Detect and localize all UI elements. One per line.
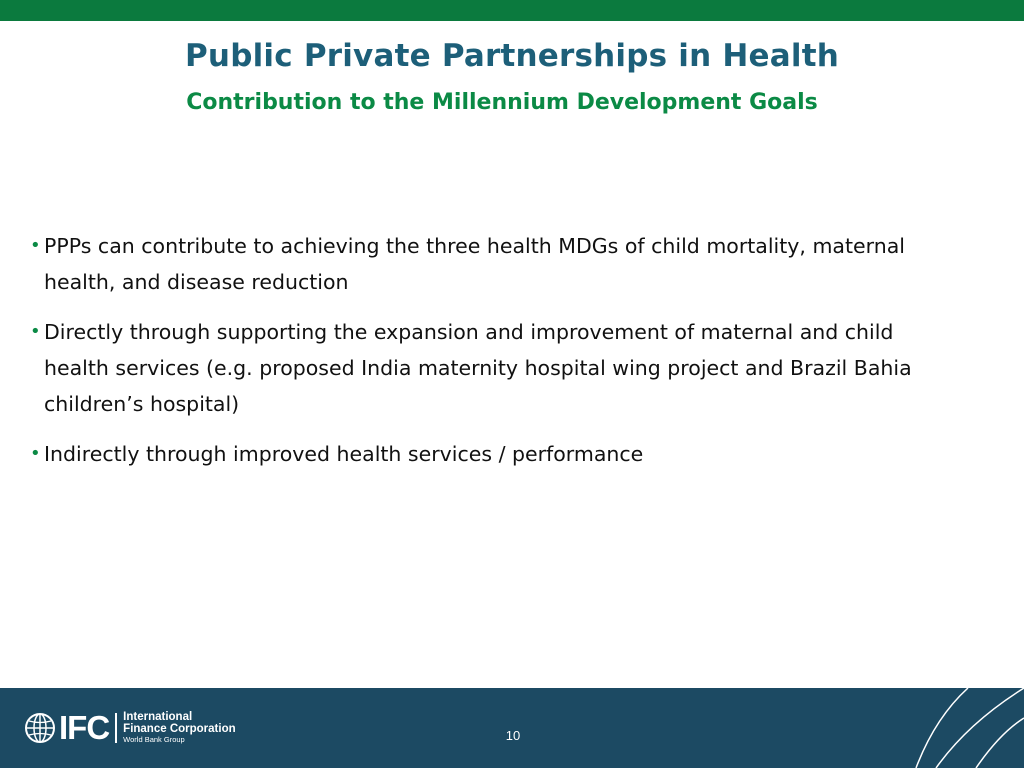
bullet-text: PPPs can contribute to achieving the three health MDGs of child mortality, maternal health, and disease reduction: [44, 234, 905, 294]
slide-title: Public Private Partnerships in Health: [185, 38, 839, 74]
org-name-line2: Finance Corporation: [123, 723, 236, 735]
footer-bar: [0, 688, 1024, 768]
bullet-item: [30, 228, 960, 300]
page-number: 10: [505, 728, 521, 743]
slide-subtitle: Contribution to the Millennium Development Goals: [186, 90, 818, 115]
globe-icon: [24, 712, 56, 744]
logo-divider: [115, 713, 117, 743]
bullet-item: [30, 436, 960, 472]
bullet-marker: •: [30, 235, 41, 256]
bullet-text: Indirectly through improved health services / performance: [44, 442, 644, 466]
bullet-marker: •: [30, 443, 41, 464]
org-name-line1: International: [123, 711, 193, 723]
bullet-marker: •: [30, 321, 41, 342]
logo-wordmark: [123, 711, 235, 745]
bullet-item: [30, 314, 960, 422]
bullet-text: Directly through supporting the expansion and improvement of maternal and child health services (e.g. proposed India maternity hospital wing project and Brazil Bahia children’s hospital): [44, 320, 912, 416]
logo-mark: IFC: [59, 709, 110, 746]
bullet-list: [30, 228, 960, 486]
top-accent-bar: [0, 0, 1024, 21]
ifc-logo: [24, 709, 236, 746]
org-group: World Bank Group: [123, 735, 185, 744]
